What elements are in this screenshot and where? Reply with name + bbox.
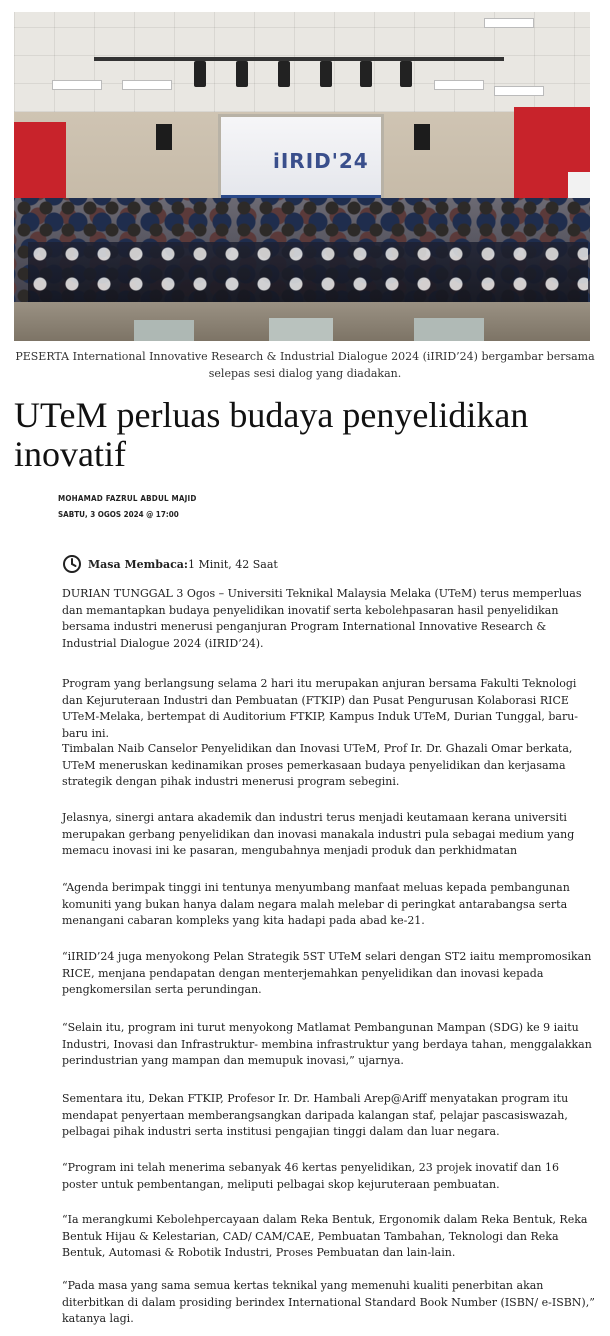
article-photo <box>14 12 590 341</box>
photo-spotlight <box>400 61 412 87</box>
article-paragraph: “Ia merangkumi Kebolehpercayaan dalam Reka Bentuk, Ergonomik dalam Reka Bentuk, Reka Bentuk Hijau & Kelestarian, CAD/ CAM/CAE, Pembuatan Tambahan, Teknologi dan Reka Bentuk, Automasi & Robotik Industri, Proses Pembuatan dan lain-lain. <box>62 1213 588 1260</box>
photo-table <box>414 318 484 341</box>
byline <box>58 492 197 521</box>
article-paragraph: “Program ini telah menerima sebanyak 46 kertas penyelidikan, 23 projek inovatif dan 16 poster untuk pembentangan, meliputi pelbagai skop kejuruteraan pembuatan. <box>62 1161 559 1191</box>
photo-table <box>269 318 333 341</box>
photo-ceiling-light <box>484 18 534 28</box>
photo-spotlight <box>194 61 206 87</box>
photo-screen-text: iIRID'24 <box>273 149 369 173</box>
photo-ceiling-light <box>52 80 102 90</box>
article-paragraph: “Pada masa yang sama semua kertas teknikal yang memenuhi kualiti penerbitan akan diterbitkan di dalam prosiding berindex International Standard Book Number (ISBN/ e-ISBN),” katanya lagi. <box>62 1279 595 1326</box>
author-name[interactable]: MOHAMAD FAZRUL ABDUL MAJID <box>58 494 197 503</box>
photo-ceiling-light <box>434 80 484 90</box>
photo-ceiling-light <box>494 86 544 96</box>
clock-icon <box>62 554 82 574</box>
article-paragraph: Timbalan Naib Canselor Penyelidikan dan Inovasi UTeM, Prof Ir. Dr. Ghazali Omar berkata, UTeM meneruskan kedinamikan proses pemerkasaan budaya penyelidikan dan kerjasama strategik dengan pihak industri menerusi program sebegini. <box>62 742 573 789</box>
photo-spotlight <box>320 61 332 87</box>
publish-date: SABTU, 3 OGOS 2024 @ 17:00 <box>58 510 179 519</box>
article-paragraph: “Selain itu, program ini turut menyokong Matlamat Pembangunan Mampan (SDG) ke 9 iaitu Industri, Inovasi dan Infrastruktur- membina infrastruktur yang berdaya tahan, menggalakkan perindustrian yang mampan dan memupuk inovasi,” ujarnya. <box>62 1021 592 1068</box>
photo-speaker <box>156 124 172 150</box>
article-title: UTeM perluas budaya penyelidikan inovatif <box>14 395 529 474</box>
photo-light-rail <box>94 57 504 61</box>
article-paragraph: Program yang berlangsung selama 2 hari itu merupakan anjuran bersama Fakulti Teknologi dan Kejuruteraan Industri dan Pembuatan (FTKIP) dan Pusat Pengurusan Kolaborasi RICE UTeM-Melaka, bertempat di Auditorium FTKIP, Kampus Induk UTeM, Durian Tunggal, baru-baru ini. <box>62 677 579 740</box>
photo-spotlight <box>278 61 290 87</box>
article-paragraph: Sementara itu, Dekan FTKIP, Profesor Ir. Dr. Hambali Arep@Ariff menyatakan program itu mendapat penyertaan memberangsangkan daripada kalangan staf, pelajar pascasiswazah, pelbagai pihak industri serta institusi pengajian tinggi dalam dan luar negara. <box>62 1092 569 1139</box>
article-paragraph: “iIRID’24 juga menyokong Pelan Strategik 5ST UTeM selari dengan ST2 iaitu mempromosikan RICE, menjana pendapatan dengan menterjemahkan penyelidikan dan inovasi kepada pengkomersilan serta perundingan. <box>62 950 592 997</box>
reading-time <box>62 554 278 574</box>
article-paragraph: Jelasnya, sinergi antara akademik dan industri terus menjadi keutamaan kerana universiti merupakan gerbang penyelidikan dan inovasi manakala industri pula sebagai medium yang memacu inovasi ini ke pasaran, mengubahnya menjadi produk dan perkhidmatan <box>62 811 575 858</box>
photo-speaker <box>414 124 430 150</box>
article-paragraph: DURIAN TUNGGAL 3 Ogos – Universiti Teknikal Malaysia Melaka (UTeM) terus memperluas dan memantapkan budaya penyelidikan inovatif serta kebolehpasaran hasil penyelidikan bersama industri menerusi penganjuran Program International Innovative Research & Industrial Dialogue 2024 (iIRID’24). <box>62 587 582 650</box>
photo-caption: PESERTA International Innovative Research & Industrial Dialogue 2024 (iIRID’24) bergambar bersama selepas sesi dialog yang diadakan. <box>15 350 595 380</box>
photo-ceiling-light <box>122 80 172 90</box>
photo-spotlight <box>360 61 372 87</box>
article-paragraph: “Agenda berimpak tinggi ini tentunya menyumbang manfaat meluas kepada pembangunan komuniti yang bukan hanya dalam negara malah melebar di peringkat antarabangsa serta menangani cabaran kompleks yang kita hadapi pada abad ke-21. <box>62 881 570 928</box>
photo-spotlight <box>236 61 248 87</box>
reading-time-label: Masa Membaca: <box>88 557 188 571</box>
reading-time-value: 1 Minit, 42 Saat <box>187 557 278 571</box>
photo-table <box>134 320 194 341</box>
